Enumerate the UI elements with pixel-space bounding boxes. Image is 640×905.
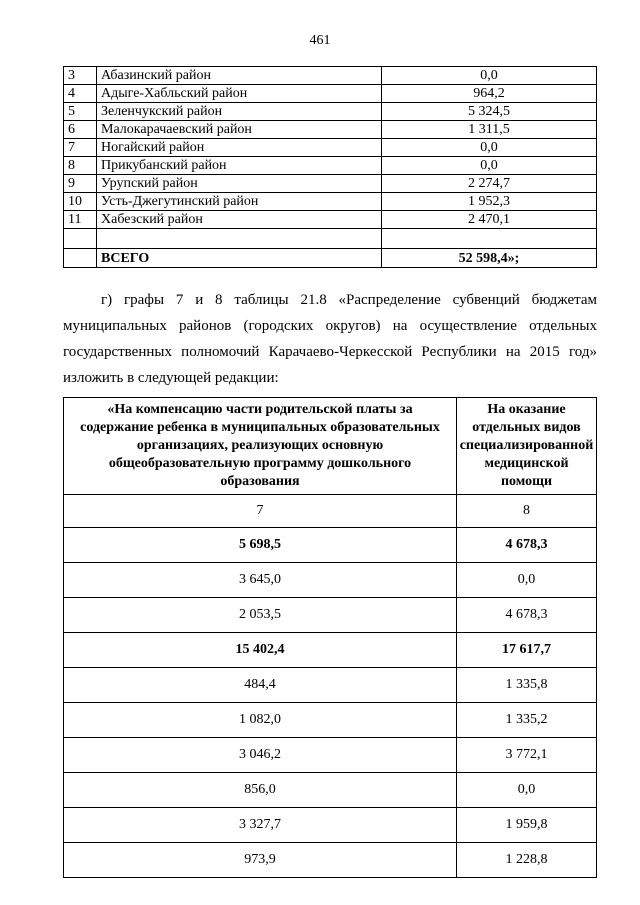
table-row [64,808,597,843]
district-value: 1 311,5 [382,121,597,139]
row-number: 8 [64,157,97,175]
compensation-value: 484,4 [64,668,457,703]
paragraph-line: изложить в следующей редакции: [63,370,279,386]
district-value: 2 274,7 [382,175,597,193]
medical-value: 1 335,8 [457,668,597,703]
compensation-value: 2 053,5 [64,598,457,633]
table-row [64,598,597,633]
row-number: 10 [64,193,97,211]
district-totals-table [63,66,597,268]
table-row [64,563,597,598]
district-value: 0,0 [382,67,597,85]
compensation-value: 973,9 [64,843,457,878]
table-row [64,773,597,808]
medical-value: 4 678,3 [457,598,597,633]
compensation-value: 5 698,5 [64,528,457,563]
table-row [64,103,597,121]
compensation-value: 3 046,2 [64,738,457,773]
column-index: 7 [64,495,457,528]
compensation-value: 1 082,0 [64,703,457,738]
district-value: 5 324,5 [382,103,597,121]
medical-value: 17 617,7 [457,633,597,668]
district-name: Малокарачаевский район [97,121,382,139]
medical-value: 4 678,3 [457,528,597,563]
table-row [64,157,597,175]
table-row [64,528,597,563]
table-row [64,67,597,85]
district-value: 0,0 [382,157,597,175]
row-number: 7 [64,139,97,157]
district-value: 2 470,1 [382,211,597,229]
total-row [64,249,597,268]
district-name: Ногайский район [97,139,382,157]
empty-row [64,229,597,249]
district-name: Абазинский район [97,67,382,85]
column-index-row [64,495,597,528]
row-number: 4 [64,85,97,103]
district-name: Урупский район [97,175,382,193]
district-name: Усть-Джегутинский район [97,193,382,211]
row-number: 9 [64,175,97,193]
medical-value: 0,0 [457,563,597,598]
district-name: Хабезский район [97,211,382,229]
table-row [64,211,597,229]
compensation-value: 3 645,0 [64,563,457,598]
row-number: 3 [64,67,97,85]
amendment-paragraph [63,287,597,391]
table-row [64,85,597,103]
medical-value: 3 772,1 [457,738,597,773]
medical-value: 1 228,8 [457,843,597,878]
table-row [64,175,597,193]
district-name: Зеленчукский район [97,103,382,121]
medical-value: 1 335,2 [457,703,597,738]
table-row [64,139,597,157]
table-row [64,703,597,738]
table-row [64,738,597,773]
row-number: 6 [64,121,97,139]
paragraph-line: г) графы 7 и 8 таблицы 21.8 «Распределение субвенций бюджетам [101,292,597,308]
table-row [64,668,597,703]
district-value: 964,2 [382,85,597,103]
total-label: ВСЕГО [97,249,382,268]
compensation-value: 15 402,4 [64,633,457,668]
medical-value: 0,0 [457,773,597,808]
subventions-table [63,397,597,878]
compensation-value: 856,0 [64,773,457,808]
header-row [64,398,597,495]
paragraph-line: муниципальных районов (городских округов) на осуществление отдельных [63,318,597,334]
district-name: Адыге-Хабльский район [97,85,382,103]
header-medical-help: На оказание отдельных видов специализированной медицинской помощи [457,398,597,495]
compensation-value: 3 327,7 [64,808,457,843]
row-number: 11 [64,211,97,229]
district-value: 1 952,3 [382,193,597,211]
table-row [64,633,597,668]
column-index: 8 [457,495,597,528]
page-number: 461 [309,33,331,48]
table-row [64,121,597,139]
row-number: 5 [64,103,97,121]
table-row [64,193,597,211]
medical-value: 1 959,8 [457,808,597,843]
district-value: 0,0 [382,139,597,157]
table-row [64,843,597,878]
header-compensation: «На компенсацию части родительской платы за содержание ребенка в муниципальных образовательных организациях, реализующих основную общеобразовательную программу дошкольного образования [64,398,457,495]
district-name: Прикубанский район [97,157,382,175]
total-value: 52 598,4»; [382,249,597,268]
paragraph-line: государственных полномочий Карачаево-Черкесской Республики на 2015 год» [63,344,597,360]
